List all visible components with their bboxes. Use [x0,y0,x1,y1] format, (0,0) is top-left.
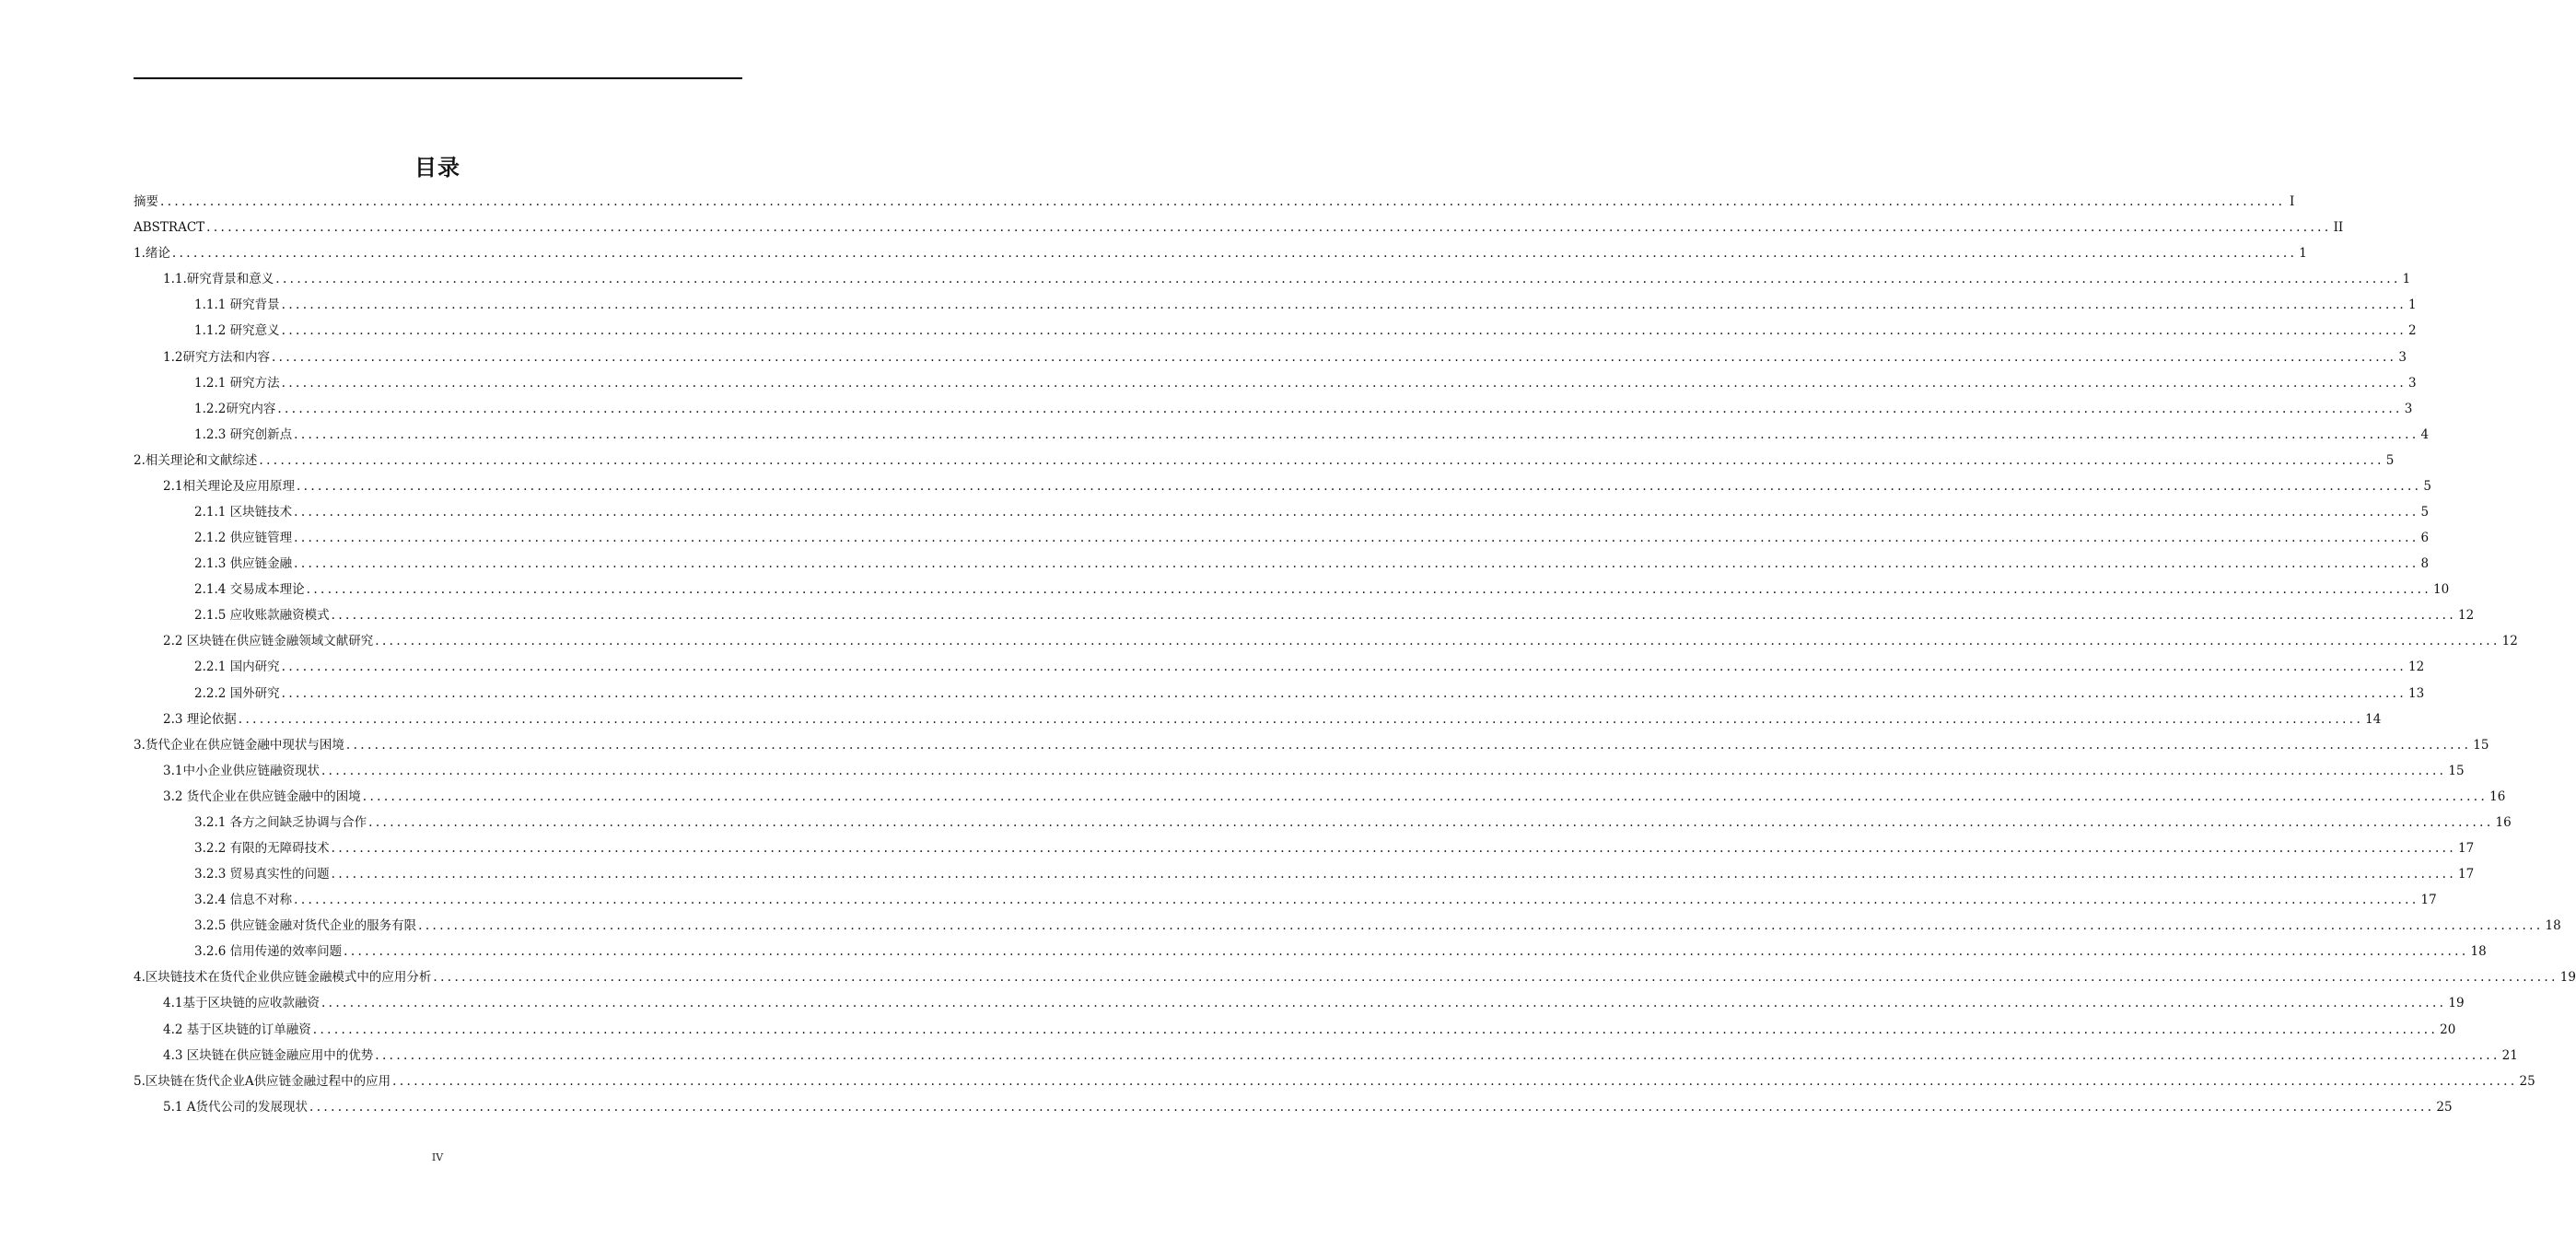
toc-dot-leader: ............................................................................................................................................................................................................................................................................................................ [294,426,2419,442]
toc-entry-page: I [2290,194,2295,210]
toc-entry-label: 3.2.4 信息不对称 [194,893,293,908]
toc-dot-leader: ............................................................................................................................................................................................................................................................................................................ [206,220,2332,236]
toc-dot-leader: ............................................................................................................................................................................................................................................................................................................ [171,246,2298,262]
toc-dot-leader: ............................................................................................................................................................................................................................................................................................................ [281,375,2407,391]
toc-entry-label: 2.3 理论依据 [163,711,237,727]
toc-entry-page: 19 [2448,996,2465,1011]
toc-entry[interactable] [134,215,2344,240]
page-number: IV [431,1151,444,1163]
toc-entry-label: 4.3 区块链在供应链金融应用中的优势 [163,1047,374,1063]
table-of-contents [134,189,2576,1120]
toc-entry-label: ABSTRACT [134,220,205,236]
toc-entry-label: 2.1.3 供应链金融 [194,556,293,572]
toc-entry[interactable] [134,266,2411,292]
toc-dot-leader: ............................................................................................................................................................................................................................................................................................................ [375,634,2500,649]
toc-entry[interactable] [134,1069,2535,1094]
toc-entry[interactable] [134,784,2506,810]
toc-entry[interactable] [134,525,2430,551]
toc-dot-leader: ............................................................................................................................................................................................................................................................................................................ [294,893,2419,908]
toc-entry-label: 3.2.6 信用传递的效率问题 [194,944,343,960]
toc-entry-page: 10 [2433,582,2450,598]
toc-entry[interactable] [134,732,2489,758]
toc-dot-leader: ............................................................................................................................................................................................................................................................................................................ [392,1073,2518,1089]
toc-entry-label: 2.1.1 区块链技术 [194,504,293,520]
toc-dot-leader: ............................................................................................................................................................................................................................................................................................................ [362,788,2489,804]
toc-entry-label: 3.2 货代企业在供应链金融中的困境 [163,788,361,804]
toc-entry[interactable] [134,189,2295,215]
toc-entry-page: 13 [2408,685,2425,701]
toc-entry-label: 4.区块链技术在货代企业供应链金融模式中的应用分析 [134,970,432,986]
toc-dot-leader: ............................................................................................................................................................................................................................................................................................................ [294,531,2419,546]
toc-entry-page: 25 [2436,1099,2453,1115]
toc-entry[interactable] [134,499,2430,525]
toc-entry[interactable] [134,758,2465,784]
toc-entry[interactable] [134,913,2561,939]
toc-entry[interactable] [134,318,2417,344]
toc-entry[interactable] [134,1043,2518,1069]
toc-dot-leader: ............................................................................................................................................................................................................................................................................................................ [331,840,2457,856]
toc-entry-label: 2.2.1 国内研究 [194,660,280,675]
toc-dot-leader: ............................................................................................................................................................................................................................................................................................................ [345,737,2472,753]
toc-entry-page: 14 [2365,711,2382,727]
toc-dot-leader: ............................................................................................................................................................................................................................................................................................................ [331,867,2457,882]
toc-dot-leader: ............................................................................................................................................................................................................................................................................................................ [238,711,2364,727]
toc-dot-leader: ............................................................................................................................................................................................................................................................................................................ [275,272,2401,287]
toc-dot-leader: ............................................................................................................................................................................................................................................................................................................ [418,918,2544,934]
toc-entry-label: 1.1.2 研究意义 [194,323,280,339]
toc-entry-page: 5 [2423,478,2431,494]
toc-dot-leader: ............................................................................................................................................................................................................................................................................................................ [271,349,2397,365]
toc-entry-label: 2.相关理论和文献综述 [134,452,258,468]
toc-entry-page: 16 [2495,814,2512,830]
toc-entry[interactable] [134,422,2430,448]
toc-dot-leader: ............................................................................................................................................................................................................................................................................................................ [277,401,2403,416]
toc-entry-label: 3.1中小企业供应链融资现状 [163,763,320,778]
toc-entry[interactable] [134,680,2425,706]
toc-entry-page: 18 [2545,918,2561,934]
toc-dot-leader: ............................................................................................................................................................................................................................................................................................................ [296,478,2422,494]
toc-entry-label: 2.2.2 国外研究 [194,685,280,701]
toc-entry-page: 6 [2420,531,2430,546]
toc-entry[interactable] [134,473,2431,499]
toc-entry-page: 21 [2501,1047,2518,1063]
toc-dot-leader: ............................................................................................................................................................................................................................................................................................................ [259,452,2384,468]
toc-entry[interactable] [134,370,2417,396]
toc-dot-leader: ............................................................................................................................................................................................................................................................................................................ [281,660,2407,675]
toc-entry-label: 2.2 区块链在供应链金融领域文献研究 [163,634,374,649]
toc-dot-leader: ............................................................................................................................................................................................................................................................................................................ [306,582,2432,598]
toc-dot-leader: ............................................................................................................................................................................................................................................................................................................ [281,685,2407,701]
toc-entry-page: II [2333,220,2344,236]
toc-entry-label: 1.2.2研究内容 [194,401,276,416]
toc-entry[interactable] [134,1017,2456,1043]
toc-entry[interactable] [134,810,2512,835]
toc-entry[interactable] [134,939,2487,964]
toc-entry-page: 8 [2420,556,2430,572]
toc-dot-leader: ............................................................................................................................................................................................................................................................................................................ [294,504,2419,520]
toc-dot-leader: ............................................................................................................................................................................................................................................................................................................ [321,763,2447,778]
toc-dot-leader: ............................................................................................................................................................................................................................................................................................................ [331,608,2457,624]
toc-entry-label: 1.2研究方法和内容 [163,349,270,365]
toc-entry-label: 2.1相关理论及应用原理 [163,478,295,494]
toc-entry-page: 2 [2408,323,2417,339]
toc-entry-label: 3.2.3 贸易真实性的问题 [194,867,330,882]
toc-entry-page: 19 [2559,970,2576,986]
toc-entry-page: 12 [2458,608,2475,624]
toc-dot-leader: ............................................................................................................................................................................................................................................................................................................ [281,298,2407,313]
toc-entry-page: 4 [2420,426,2430,442]
toc-dot-leader: ............................................................................................................................................................................................................................................................................................................ [321,996,2447,1011]
toc-entry-page: 16 [2489,788,2506,804]
toc-dot-leader: ............................................................................................................................................................................................................................................................................................................ [368,814,2494,830]
toc-dot-leader: ............................................................................................................................................................................................................................................................................................................ [312,1022,2439,1037]
toc-entry-label: 1.2.1 研究方法 [194,375,280,391]
toc-entry-label: 1.1.研究背景和意义 [163,272,274,287]
toc-dot-leader: ............................................................................................................................................................................................................................................................................................................ [344,944,2469,960]
toc-dot-leader: ............................................................................................................................................................................................................................................................................................................ [281,323,2407,339]
toc-entry-page: 15 [2473,737,2489,753]
toc-entry-page: 20 [2440,1022,2456,1037]
toc-entry-label: 摘要 [134,194,158,210]
page-title: 目录 [414,155,460,181]
toc-entry-page: 15 [2448,763,2465,778]
header-rule [134,77,742,79]
toc-entry-page: 5 [2385,452,2395,468]
toc-entry[interactable] [134,577,2450,602]
toc-entry-page: 25 [2519,1073,2535,1089]
toc-entry-page: 18 [2470,944,2487,960]
toc-entry[interactable] [134,344,2407,369]
toc-dot-leader: ............................................................................................................................................................................................................................................................................................................ [433,970,2559,986]
toc-entry[interactable] [134,240,2307,266]
toc-entry[interactable] [134,990,2465,1016]
toc-entry[interactable] [134,396,2413,422]
toc-entry-label: 3.货代企业在供应链金融中现状与困境 [134,737,344,753]
toc-entry-label: 4.2 基于区块链的订单融资 [163,1022,311,1037]
toc-entry-page: 17 [2458,840,2475,856]
toc-entry-page: 1 [2408,298,2417,313]
toc-entry[interactable] [134,448,2395,473]
toc-entry-page: 3 [2408,375,2417,391]
toc-entry-page: 12 [2501,634,2518,649]
toc-entry[interactable] [134,292,2417,318]
toc-entry[interactable] [134,964,2576,990]
toc-entry-page: 17 [2458,867,2475,882]
toc-dot-leader: ............................................................................................................................................................................................................................................................................................................ [309,1099,2435,1115]
toc-dot-leader: ............................................................................................................................................................................................................................................................................................................ [294,556,2419,572]
toc-entry-page: 3 [2398,349,2407,365]
toc-entry-page: 1 [2299,246,2307,262]
toc-entry-label: 1.1.1 研究背景 [194,298,280,313]
toc-entry-page: 1 [2402,272,2411,287]
toc-entry-label: 4.1基于区块链的应收款融资 [163,996,320,1011]
toc-entry-label: 1.2.3 研究创新点 [194,426,293,442]
toc-entry[interactable] [134,654,2425,680]
toc-entry-page: 17 [2420,893,2437,908]
toc-entry[interactable] [134,861,2475,887]
toc-dot-leader: ............................................................................................................................................................................................................................................................................................................ [375,1047,2500,1063]
toc-entry-page: 3 [2404,401,2413,416]
toc-entry[interactable] [134,1094,2453,1120]
toc-entry-label: 3.2.1 各方之间缺乏协调与合作 [194,814,367,830]
toc-entry-label: 2.1.4 交易成本理论 [194,582,305,598]
toc-entry-page: 12 [2408,660,2425,675]
toc-entry-label: 2.1.2 供应链管理 [194,531,293,546]
toc-entry-label: 5.区块链在货代企业A供应链金融过程中的应用 [134,1073,391,1089]
toc-entry-page: 5 [2420,504,2430,520]
toc-entry-label: 5.1 A货代公司的发展现状 [163,1099,309,1115]
toc-entry-label: 2.1.5 应收账款融资模式 [194,608,330,624]
toc-entry-label: 1.绪论 [134,246,170,262]
toc-entry-label: 3.2.5 供应链金融对货代企业的服务有限 [194,918,417,934]
toc-dot-leader: ............................................................................................................................................................................................................................................................................................................ [160,194,2286,210]
toc-entry[interactable] [134,835,2475,861]
toc-entry[interactable] [134,707,2382,732]
toc-entry-label: 3.2.2 有限的无障碍技术 [194,840,330,856]
toc-entry[interactable] [134,602,2475,628]
toc-entry[interactable] [134,551,2430,577]
toc-entry[interactable] [134,628,2518,654]
toc-entry[interactable] [134,887,2437,913]
